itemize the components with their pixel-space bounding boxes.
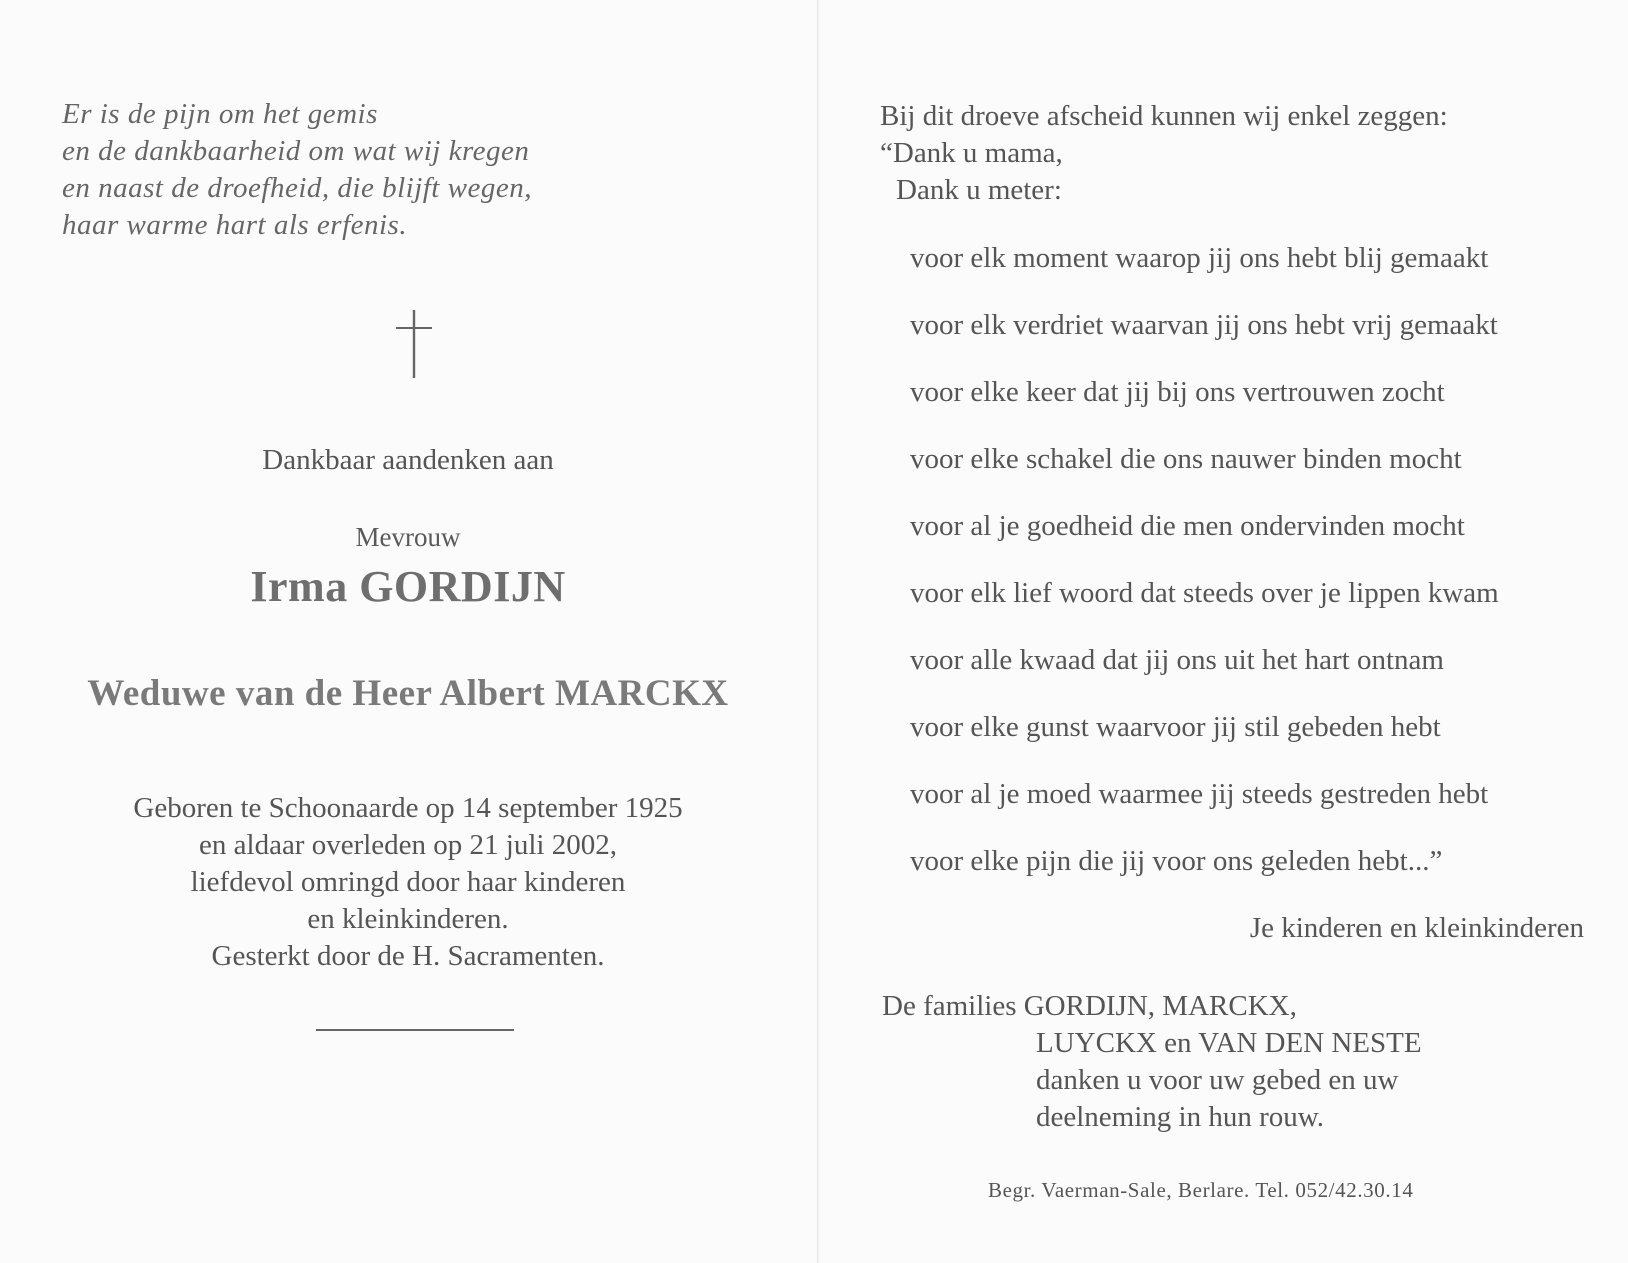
deceased-name: Irma GORDIJN bbox=[250, 562, 566, 611]
verse-line: voor al je goedheid die men ondervinden mocht bbox=[910, 510, 1465, 542]
family-thanks bbox=[882, 988, 1422, 1136]
verse-line: voor elk lief woord dat steeds over je lippen kwam bbox=[910, 577, 1499, 609]
family-line: De families GORDIJN, MARCKX, bbox=[882, 990, 1297, 1022]
intro-line: Dank u meter: bbox=[896, 174, 1062, 206]
biography-line: en kleinkinderen. bbox=[307, 903, 509, 935]
biography-line: en aldaar overleden op 21 juli 2002, bbox=[199, 829, 617, 861]
thanks-verses bbox=[910, 240, 1499, 910]
biography-line: liefdevol omringd door haar kinderen bbox=[190, 866, 626, 898]
divider-line bbox=[316, 1029, 514, 1031]
family-line: danken u voor uw gebed en uw bbox=[1036, 1064, 1399, 1096]
verse-line: voor elk verdriet waarvan jij ons hebt vrij gemaakt bbox=[910, 309, 1498, 341]
family-line: deelneming in hun rouw. bbox=[1036, 1101, 1325, 1133]
verse-line: voor alle kwaad dat jij ons uit het hart ontnam bbox=[910, 644, 1444, 676]
farewell-intro bbox=[880, 98, 1448, 209]
widow-line: Weduwe van de Heer Albert MARCKX bbox=[87, 673, 729, 714]
poem-line: en de dankbaarheid om wat wij kregen bbox=[62, 135, 530, 167]
verse-line: voor elke keer dat jij bij ons vertrouwen zocht bbox=[910, 376, 1445, 408]
family-line: LUYCKX en VAN DEN NESTE bbox=[1036, 1027, 1422, 1059]
right-page bbox=[820, 0, 1628, 1263]
honorific: Mevrouw bbox=[355, 522, 461, 552]
signature: Je kinderen en kleinkinderen bbox=[1249, 912, 1584, 944]
biography-line: Geboren te Schoonaarde op 14 september 1925 bbox=[133, 792, 683, 824]
verse-line: voor elk moment waarop jij ons hebt blij gemaakt bbox=[910, 242, 1489, 274]
memory-heading: Dankbaar aandenken aan bbox=[262, 444, 554, 476]
cross-icon bbox=[394, 308, 434, 380]
verse-line: voor elke gunst waarvoor jij stil gebeden hebt bbox=[910, 711, 1441, 743]
poem-line: en naast de droefheid, die blijft wegen, bbox=[62, 172, 532, 204]
biography-line: Gesterkt door de H. Sacramenten. bbox=[211, 940, 605, 972]
verse-line: voor elke pijn die jij voor ons geleden hebt...” bbox=[910, 845, 1443, 877]
poem-line: haar warme hart als erfenis. bbox=[62, 209, 408, 241]
intro-line: “Dank u mama, bbox=[880, 137, 1063, 169]
card-fold bbox=[817, 0, 819, 1263]
opening-poem bbox=[62, 96, 532, 244]
poem-line: Er is de pijn om het gemis bbox=[62, 98, 378, 130]
biography bbox=[0, 790, 816, 975]
intro-line: Bij dit droeve afscheid kunnen wij enkel zeggen: bbox=[880, 100, 1448, 132]
verse-line: voor al je moed waarmee jij steeds gestreden hebt bbox=[910, 778, 1489, 810]
undertaker-credit: Begr. Vaerman-Sale, Berlare. Tel. 052/42.30.14 bbox=[988, 1178, 1414, 1202]
verse-line: voor elke schakel die ons nauwer binden mocht bbox=[910, 443, 1462, 475]
